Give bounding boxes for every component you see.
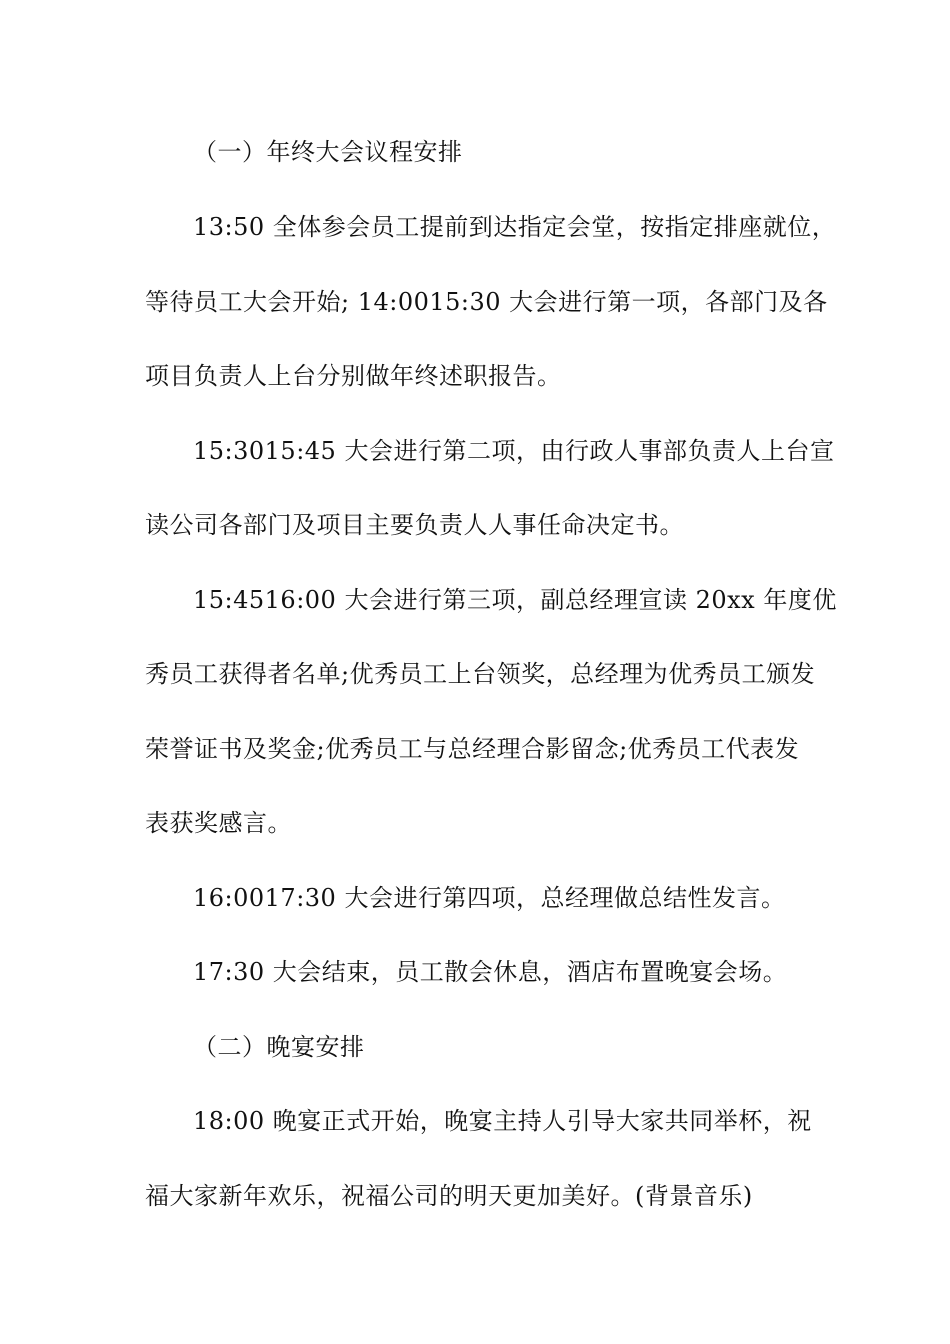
paragraph-line: 13:50 全体参会员工提前到达指定会堂，按指定排座就位， xyxy=(193,213,837,241)
paragraph-line: 等待员工大会开始; 14:0015:30 大会进行第一项，各部门及各 xyxy=(145,288,828,316)
section-heading-banquet: （二）晚宴安排 xyxy=(193,1033,365,1061)
paragraph-line: 17:30 大会结束，员工散会休息，酒店布置晚宴会场。 xyxy=(193,958,788,986)
paragraph-line: 福大家新年欢乐，祝福公司的明天更加美好。(背景音乐) xyxy=(145,1182,753,1210)
paragraph-line: 读公司各部门及项目主要负责人人事任命决定书。 xyxy=(145,511,684,539)
paragraph-line: 荣誉证书及奖金;优秀员工与总经理合影留念;优秀员工代表发 xyxy=(145,735,800,763)
paragraph-line: 15:4516:00 大会进行第三项，副总经理宣读 20xx 年度优 xyxy=(193,586,837,614)
paragraph-line: 表获奖感言。 xyxy=(145,809,292,837)
paragraph-line: 项目负责人上台分别做年终述职报告。 xyxy=(145,362,562,390)
section-heading-agenda: （一）年终大会议程安排 xyxy=(193,138,463,166)
paragraph-line: 18:00 晚宴正式开始，晚宴主持人引导大家共同举杯，祝 xyxy=(193,1107,812,1135)
paragraph-line: 16:0017:30 大会进行第四项，总经理做总结性发言。 xyxy=(193,884,786,912)
paragraph-line: 15:3015:45 大会进行第二项，由行政人事部负责人上台宣 xyxy=(193,437,835,465)
paragraph-line: 秀员工获得者名单;优秀员工上台领奖，总经理为优秀员工颁发 xyxy=(145,660,816,688)
